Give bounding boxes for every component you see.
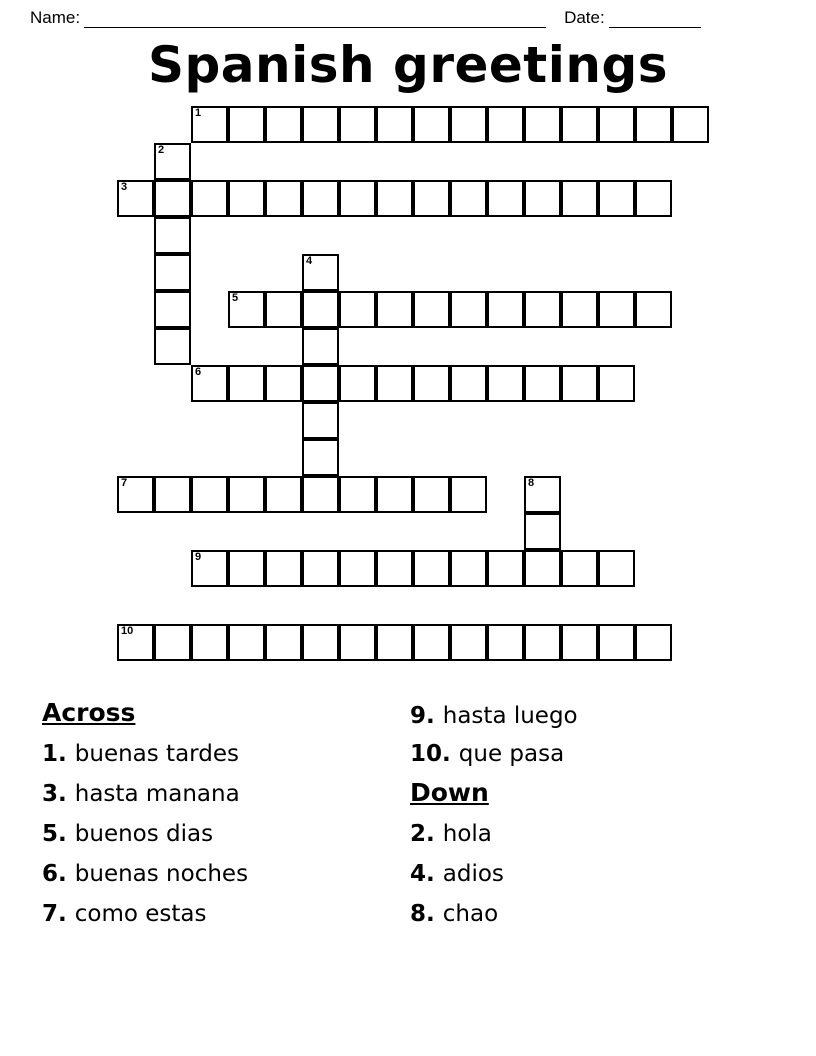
crossword-cell[interactable]	[339, 291, 376, 328]
cell-number: 10	[121, 625, 134, 637]
crossword-cell[interactable]	[450, 550, 487, 587]
clue-text: buenas noches	[74, 861, 249, 887]
crossword-cell[interactable]	[524, 180, 561, 217]
crossword-cell[interactable]	[376, 365, 413, 402]
clues-column-left	[42, 698, 402, 934]
crossword-cell[interactable]	[154, 328, 191, 365]
crossword-cell[interactable]	[302, 291, 339, 328]
crossword-cell[interactable]	[450, 365, 487, 402]
crossword-cell[interactable]	[635, 291, 672, 328]
clue-down-4	[410, 854, 770, 894]
date-blank-line[interactable]	[609, 13, 701, 28]
crossword-cell[interactable]	[598, 291, 635, 328]
clue-text: adios	[442, 861, 504, 887]
crossword-cell[interactable]	[154, 291, 191, 328]
crossword-cell[interactable]	[487, 550, 524, 587]
crossword-cell[interactable]	[302, 550, 339, 587]
crossword-cell[interactable]	[524, 291, 561, 328]
cell-number: 3	[121, 181, 128, 193]
clue-across-5	[42, 814, 402, 854]
crossword-cell[interactable]	[117, 624, 154, 661]
crossword-cell[interactable]	[265, 476, 302, 513]
crossword-cell[interactable]	[154, 143, 191, 180]
clue-number: 4.	[410, 861, 435, 887]
crossword-cell[interactable]	[265, 291, 302, 328]
clue-text: hola	[442, 821, 492, 847]
clue-number: 9.	[410, 703, 435, 729]
crossword-cell[interactable]	[191, 624, 228, 661]
crossword-cell[interactable]	[339, 624, 376, 661]
crossword-cell[interactable]	[265, 365, 302, 402]
date-label: Date:	[564, 8, 605, 27]
crossword-cell[interactable]	[302, 365, 339, 402]
clue-text: chao	[442, 901, 499, 927]
crossword-cell[interactable]	[487, 106, 524, 143]
crossword-cell[interactable]	[191, 365, 228, 402]
crossword-cell[interactable]	[524, 106, 561, 143]
crossword-cell[interactable]	[302, 476, 339, 513]
crossword-cell[interactable]	[524, 513, 561, 550]
crossword-cell[interactable]	[339, 365, 376, 402]
name-label: Name:	[30, 8, 81, 27]
crossword-cell[interactable]	[413, 476, 450, 513]
cell-number: 8	[528, 477, 535, 489]
clue-text: buenos dias	[74, 821, 214, 847]
crossword-cell[interactable]	[487, 624, 524, 661]
clue-across-3	[42, 774, 402, 814]
crossword-cell[interactable]	[191, 550, 228, 587]
crossword-cell[interactable]	[413, 550, 450, 587]
crossword-cell[interactable]	[413, 106, 450, 143]
crossword-cell[interactable]	[302, 106, 339, 143]
crossword-cell[interactable]	[339, 550, 376, 587]
crossword-cell[interactable]	[672, 106, 709, 143]
crossword-cell[interactable]	[228, 365, 265, 402]
clue-text: hasta manana	[74, 781, 240, 807]
crossword-cell[interactable]	[413, 624, 450, 661]
crossword-cell[interactable]	[154, 180, 191, 217]
clue-number: 2.	[410, 821, 435, 847]
cell-number: 9	[195, 551, 202, 563]
cell-number: 6	[195, 366, 202, 378]
crossword-cell[interactable]	[598, 624, 635, 661]
crossword-cell[interactable]	[376, 624, 413, 661]
clue-across-7	[42, 894, 402, 934]
crossword-cell[interactable]	[191, 180, 228, 217]
crossword-cell[interactable]	[487, 365, 524, 402]
crossword-cell[interactable]	[413, 291, 450, 328]
page-title: Spanish greetings	[148, 36, 668, 94]
crossword-cell[interactable]	[413, 365, 450, 402]
clue-number: 10.	[410, 741, 451, 767]
crossword-cell[interactable]	[376, 476, 413, 513]
crossword-cell[interactable]	[561, 106, 598, 143]
crossword-cell[interactable]	[598, 365, 635, 402]
crossword-cell[interactable]	[598, 106, 635, 143]
clue-text: que pasa	[458, 741, 565, 767]
across-heading: Across	[42, 698, 136, 727]
crossword-cell[interactable]	[524, 476, 561, 513]
clue-number: 5.	[42, 821, 67, 847]
crossword-cell[interactable]	[561, 180, 598, 217]
crossword-cell[interactable]	[302, 254, 339, 291]
clue-across-6	[42, 854, 402, 894]
crossword-cell[interactable]	[265, 624, 302, 661]
crossword-cell[interactable]	[302, 439, 339, 476]
crossword-cell[interactable]	[598, 550, 635, 587]
crossword-cell[interactable]	[154, 254, 191, 291]
crossword-cell[interactable]	[376, 180, 413, 217]
crossword-cell[interactable]	[302, 328, 339, 365]
cell-number: 2	[158, 144, 165, 156]
crossword-cell[interactable]	[561, 365, 598, 402]
clue-across-1	[42, 734, 402, 774]
crossword-cell[interactable]	[376, 106, 413, 143]
crossword-cell[interactable]	[450, 476, 487, 513]
clue-number: 1.	[42, 741, 67, 767]
crossword-cell[interactable]	[265, 180, 302, 217]
crossword-cell[interactable]	[265, 550, 302, 587]
crossword-cell[interactable]	[635, 180, 672, 217]
crossword-cell[interactable]	[154, 624, 191, 661]
clue-text: hasta luego	[442, 703, 578, 729]
crossword-cell[interactable]	[228, 106, 265, 143]
crossword-cell[interactable]	[191, 106, 228, 143]
clue-down-8	[410, 894, 770, 934]
clues-column-right	[410, 698, 770, 934]
crossword-cell[interactable]	[228, 291, 265, 328]
crossword-grid[interactable]	[0, 106, 816, 696]
cell-number: 4	[306, 255, 313, 267]
crossword-cell[interactable]	[450, 106, 487, 143]
crossword-cell[interactable]	[228, 550, 265, 587]
clue-down-2	[410, 814, 770, 854]
crossword-cell[interactable]	[635, 106, 672, 143]
clue-number: 3.	[42, 781, 67, 807]
name-date-bar	[30, 4, 786, 28]
crossword-cell[interactable]	[376, 550, 413, 587]
crossword-cell[interactable]	[302, 402, 339, 439]
clue-across-10	[410, 734, 770, 774]
down-heading: Down	[410, 778, 489, 807]
crossword-cell[interactable]	[154, 476, 191, 513]
clue-across-9	[410, 698, 770, 734]
crossword-cell[interactable]	[413, 180, 450, 217]
crossword-cell[interactable]	[228, 624, 265, 661]
crossword-cell[interactable]	[117, 180, 154, 217]
cell-number: 5	[232, 292, 239, 304]
crossword-cell[interactable]	[561, 291, 598, 328]
crossword-cell[interactable]	[154, 217, 191, 254]
crossword-cell[interactable]	[228, 476, 265, 513]
crossword-cell[interactable]	[302, 180, 339, 217]
crossword-cell[interactable]	[635, 624, 672, 661]
crossword-cell[interactable]	[561, 624, 598, 661]
crossword-cell[interactable]	[228, 180, 265, 217]
crossword-cell[interactable]	[450, 291, 487, 328]
crossword-cell[interactable]	[450, 180, 487, 217]
crossword-cell[interactable]	[117, 476, 154, 513]
crossword-cell[interactable]	[302, 624, 339, 661]
crossword-cell[interactable]	[487, 291, 524, 328]
crossword-cell[interactable]	[524, 365, 561, 402]
clue-text: buenas tardes	[74, 741, 239, 767]
clue-number: 6.	[42, 861, 67, 887]
crossword-cell[interactable]	[265, 106, 302, 143]
crossword-cell[interactable]	[487, 180, 524, 217]
crossword-cell[interactable]	[598, 180, 635, 217]
crossword-cell[interactable]	[524, 624, 561, 661]
crossword-cell[interactable]	[339, 476, 376, 513]
cell-number: 7	[121, 477, 128, 489]
crossword-cell[interactable]	[524, 550, 561, 587]
clue-number: 8.	[410, 901, 435, 927]
crossword-cell[interactable]	[450, 624, 487, 661]
crossword-cell[interactable]	[339, 106, 376, 143]
crossword-cell[interactable]	[561, 550, 598, 587]
crossword-cell[interactable]	[339, 180, 376, 217]
crossword-cell[interactable]	[376, 291, 413, 328]
clue-text: como estas	[74, 901, 207, 927]
crossword-cell[interactable]	[191, 476, 228, 513]
cell-number: 1	[195, 107, 202, 119]
name-blank-line[interactable]	[84, 13, 546, 28]
clue-number: 7.	[42, 901, 67, 927]
